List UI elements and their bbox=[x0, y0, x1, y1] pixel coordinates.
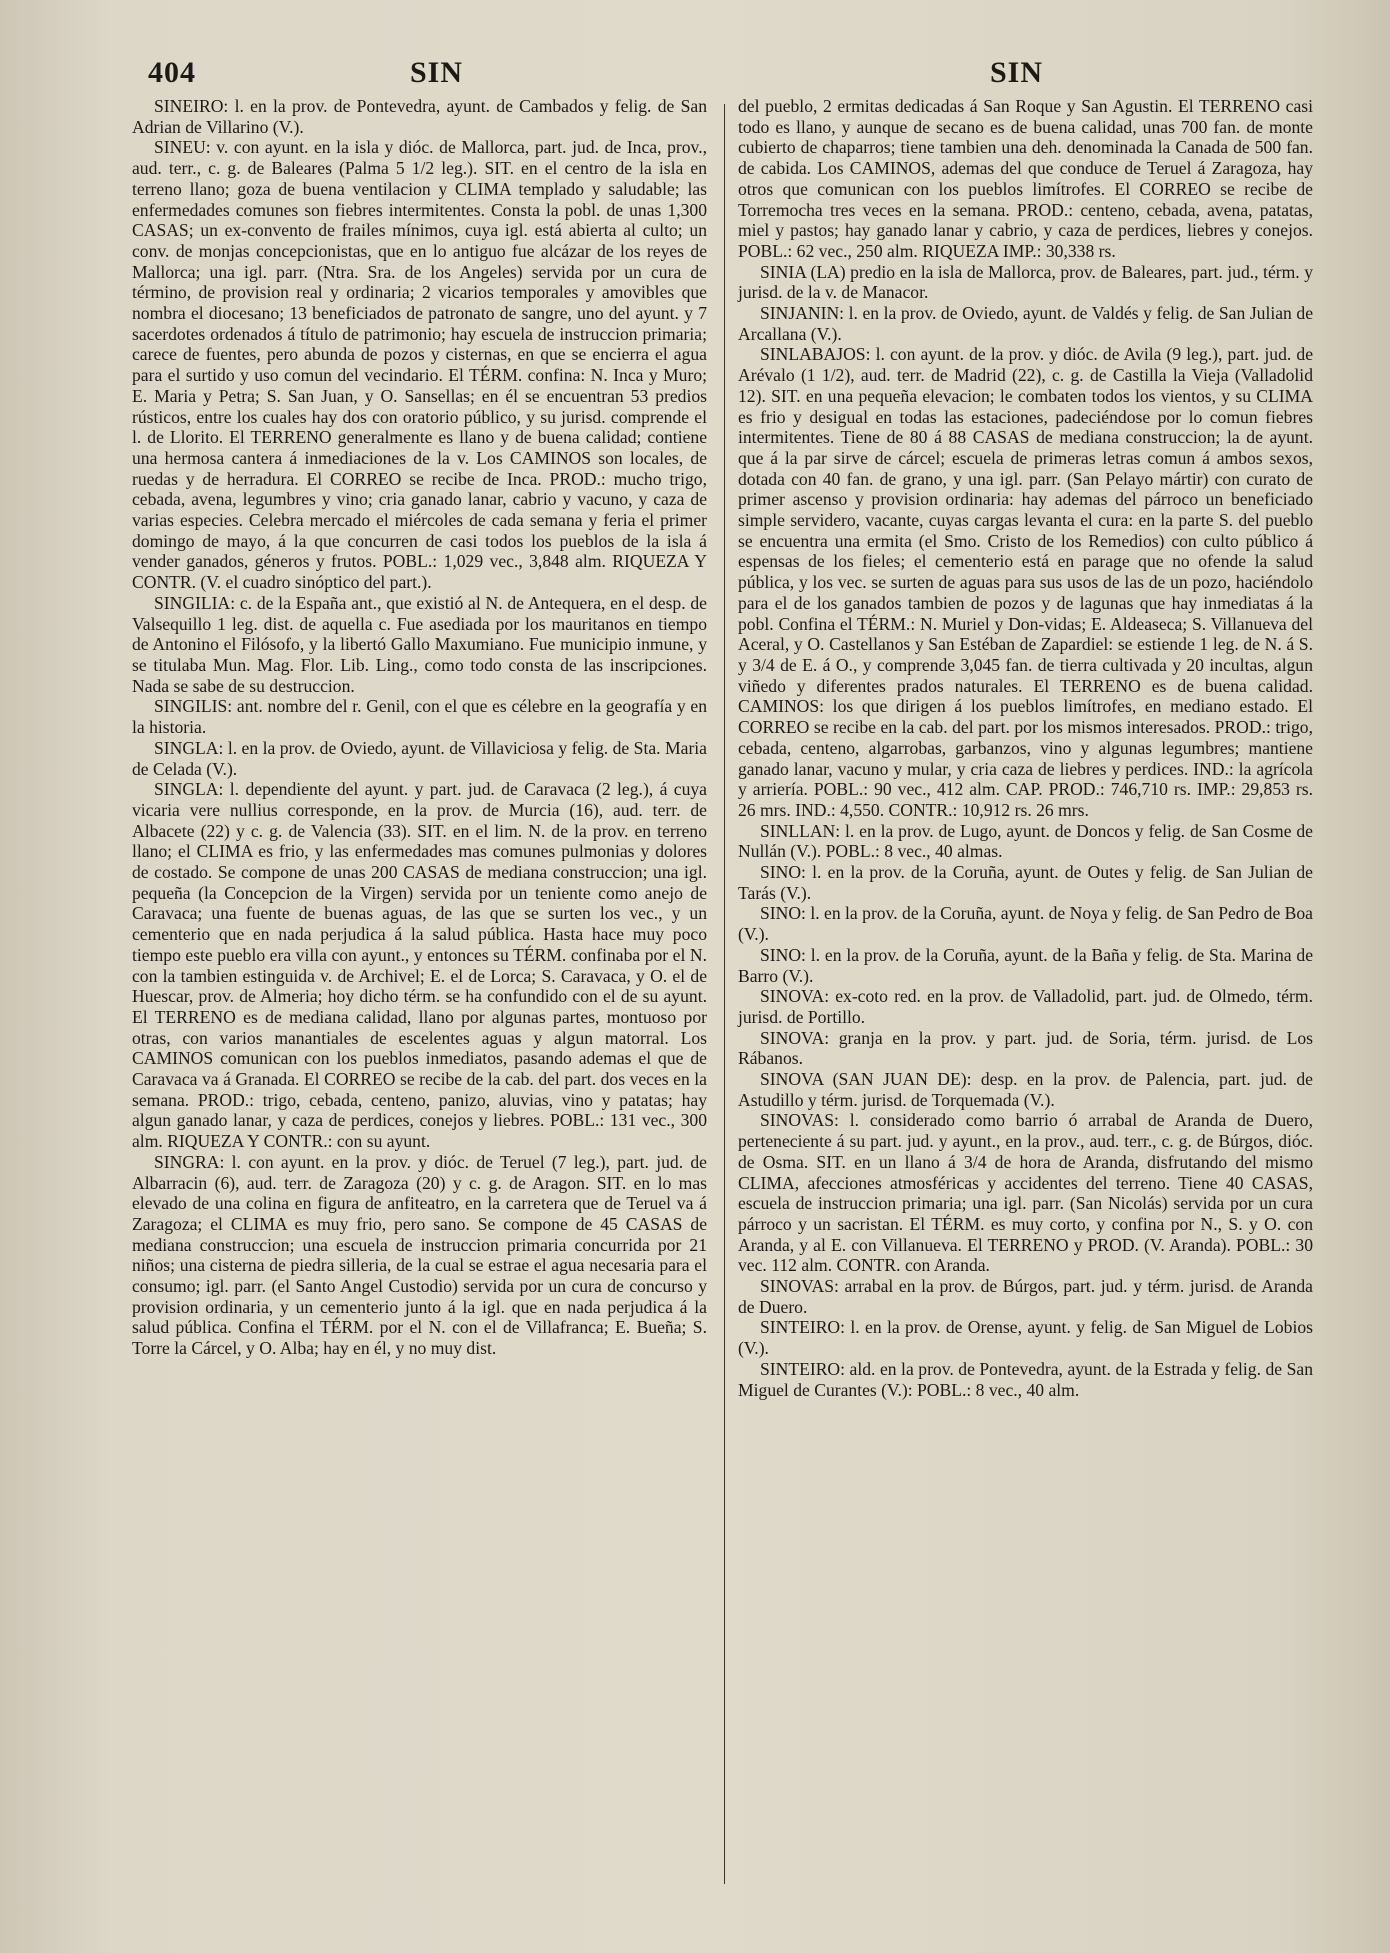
entry-sinlabajos: SINLABAJOS: l. con ayunt. de la prov. y dióc. de Avila (9 leg.), part. jud. de Arévalo (1 1/2), aud. terr. de Madrid (22), c. g. de Castilla la Vieja (Valladolid 12). SIT. en una pequeña elevacion; le combaten todos los vientos, y su CLIMA es frio y desigual en todas las estaciones, padeciéndose por lo comun fiebres intermitentes. Tiene de 80 á 88 CASAS de mediana construccion; la de ayunt. que á la par sirve de cárcel; escuela de primeras letras comun á ambos sexos, dotada con 40 fan. de grano, y una igl. parr. (San Pelayo mártir) con curato de primer ascenso y provision ordinaria: hay ademas del párroco un beneficiado simple servidero, vacante, cuyas cargas levanta el cura: en la parte S. del pueblo se encuentra una ermita (el Smo. Cristo de los Remedios) con culto público á espensas de los fieles; el cementerio está en parage que no ofende la salud pública, y los vec. se surten de aguas para sus usos de las de un pozo, haciéndolo para el de los ganados tambien de pozos y de lagunas que hay inmediatas á la pobl. Confina el TÉRM.: N. Muriel y Don-vidas; E. Aldeaseca; S. Villanueva del Aceral, y O. Castellanos y San Estéban de Zapardiel: se estiende 1 leg. de N. á S. y 3/4 de E. á O., y comprende 3,045 fan. de tierra cultivada y 20 incultas, algun viñedo y diferentes prados naturales. El TERRENO es de buena calidad. CAMINOS: los que dirigen á los pueblos limítrofes, en mediano estado. El CORREO se recibe en la cab. del part. por los mismos interesados. PROD.: trigo, cebada, centeno, algarrobas, garbanzos, vino y algunas legumbres; mantiene ganado lanar, vacuno y mular, y cria caza de liebres y perdices. IND.: la agrícola y arriería. POBL.: 90 vec., 412 alm. CAP. PROD.: 746,710 rs. IMP.: 29,853 rs. 26 mrs. IND.: 4,550. CONTR.: 10,912 rs. 26 mrs. bbox=[738, 344, 1313, 820]
entry-sinllan: SINLLAN: l. en la prov. de Lugo, ayunt. de Doncos y felig. de San Cosme de Nullán (V.). POBL.: 8 vec., 40 almas. bbox=[738, 820, 1313, 862]
running-head-left: SIN bbox=[410, 56, 464, 89]
column-divider bbox=[724, 104, 725, 1884]
running-head-right: SIN bbox=[990, 56, 1044, 89]
entry-singla-oviedo: SINGLA: l. en la prov. de Oviedo, ayunt. de Villaviciosa y felig. de Sta. Maria de Celada (V.). bbox=[132, 737, 707, 779]
entry-sinovas-aranda: SINOVAS: l. considerado como barrio ó arrabal de Aranda de Duero, perteneciente á su part. jud. y ayunt., en la prov., aud. terr., c. g. de Búrgos, dióc. de Osma. SIT. en un llano á 3/4 de hora de Aranda, disfrutando del mismo CLIMA, afecciones atmosféricas y accidentes del terreno. Tiene 40 CASAS, escuela de instruccion primaria; una igl. parr. (San Nicolás) servida por un cura párroco y un sacristan. El TÉRM. es muy corto, y confina por N., S. y O. con Aranda, y al E. con Villanueva. El TERRENO y PROD. (V. Aranda). POBL.: 30 vec. 112 alm. CONTR. con Aranda. bbox=[738, 1110, 1313, 1276]
entry-sino-outes: SINO: l. en la prov. de la Coruña, ayunt. de Outes y felig. de San Julian de Tarás (V.). bbox=[738, 862, 1313, 903]
entry-singra-continued: del pueblo, 2 ermitas dedicadas á San Roque y San Agustin. El TERRENO casi todo es llano, y aunque de secano es de buena calidad, unas 700 fan. de monte cubierto de chaparros; tiene tambien una deh. denominada la Canada de 500 fan. de cabida. Los CAMINOS, ademas del que conduce de Teruel á Zaragoza, hay otros que comunican con los pueblos limítrofes. El CORREO se recibe de Torremocha tres veces en la semana. PROD.: centeno, cebada, avena, patatas, miel y pastos; hay ganado lanar y cabrio, y caza de perdices, liebres y conejos. POBL.: 62 vec., 250 alm. RIQUEZA IMP.: 30,338 rs. bbox=[738, 96, 1313, 261]
entry-singilis: SINGILIS: ant. nombre del r. Genil, con el que es célebre en la geografía y en la historia. bbox=[132, 696, 707, 738]
entry-sinova-soria: SINOVA: granja en la prov. y part. jud. de Soria, térm. jurisd. de Los Rábanos. bbox=[738, 1027, 1313, 1069]
entry-sino-bana: SINO: l. en la prov. de la Coruña, ayunt. de la Baña y felig. de Sta. Marina de Barro (V.). bbox=[738, 944, 1313, 986]
entry-sinova-valladolid: SINOVA: ex-coto red. en la prov. de Valladolid, part. jud. de Olmedo, térm. jurisd. de Portillo. bbox=[738, 986, 1313, 1027]
entry-singilia: SINGILIA: c. de la España ant., que existió al N. de Antequera, en el desp. de Valsequillo 1 leg. dist. de aquella c. Fue asediada por los mauritanos en tiempo de Antonino el Filósofo, y la libertó Gallo Maxumiano. Fue municipio inmune, y se titulaba Mun. Mag. Flor. Lib. Ling., como todo consta de las inscripciones. Nada se sabe de su destruccion. bbox=[132, 592, 707, 696]
entry-singla-caravaca: SINGLA: l. dependiente del ayunt. y part. jud. de Caravaca (2 leg.), á cuya vicaria vere nullius corresponde, en la prov. de Murcia (16), aud. terr. de Albacete (22) y c. g. de Valencia (33). SIT. en el lim. N. de la prov. en terreno llano; el CLIMA es frio, y las enfermedades mas comunes pulmonias y dolores de costado. Se compone de unas 200 CASAS de mediana construccion; una igl. pequeña (la Concepcion de la Virgen) servida por un teniente como anejo de Caravaca; una fuente de buenas aguas, de las que se surten los vec., y un cementerio que en nada perjudica á la salud pública. Hasta hace muy poco tiempo este pueblo era villa con ayunt., y entonces su TÉRM. confinaba por el N. con la tambien estinguida v. de Archivel; E. el de Lorca; S. Caravaca, y O. el de Huescar, prov. de Almeria; hoy dicho térm. se ha confundido con el de su ayunt. El TERRENO es de mediana calidad, llano por algunas partes, montuoso por otras, con varios manantiales de escelentes aguas y algun matorral. Los CAMINOS comunican con los pueblos inmediatos, pasando ademas el que de Caravaca va á Granada. El CORREO se recibe de la cab. del part. dos veces en la semana. PROD.: trigo, cebada, centeno, panizo, aluvias, vino y patatas; hay algun ganado lanar, y caza de perdices, conejos y liebres. POBL.: 131 vec., 300 alm. RIQUEZA Y CONTR.: con su ayunt. bbox=[132, 779, 707, 1152]
entry-sinia: SINIA (LA) predio en la isla de Mallorca, prov. de Baleares, part. jud., térm. y jurisd. de la v. de Manacor. bbox=[738, 261, 1313, 303]
right-column bbox=[738, 96, 1313, 1400]
entry-singra: SINGRA: l. con ayunt. en la prov. y dióc. de Teruel (7 leg.), part. jud. de Albarracin (6), aud. terr. de Zaragoza (20) y c. g. de Aragon. SIT. en lo mas elevado de una colina en figura de anfiteatro, en la carretera que de Teruel va á Zaragoza; el CLIMA es muy frio, pero sano. Se compone de 45 CASAS de mediana construccion; una escuela de instruccion primaria concurrida por 21 niños; una cisterna de piedra silleria, de la cual se estrae el agua necesaria para el consumo; igl. parr. (el Santo Angel Custodio) servida por un cura de concurso y provision ordinaria, y un cementerio junto á la igl. que en nada perjudica á la salud pública. Confina el TÉRM. por el N. con el de Villafranca; E. Bueña; S. Torre la Cárcel, y O. Alba; hay en él, y no muy dist. bbox=[132, 1151, 707, 1359]
page-number: 404 bbox=[148, 56, 196, 89]
entry-sinjanin: SINJANIN: l. en la prov. de Oviedo, ayunt. de Valdés y felig. de San Julian de Arcallana (V.). bbox=[738, 303, 1313, 344]
entry-sinteiro-pontevedra: SINTEIRO: ald. en la prov. de Pontevedra, ayunt. de la Estrada y felig. de San Miguel de Curantes (V.): POBL.: 8 vec., 40 alm. bbox=[738, 1358, 1313, 1400]
entry-sineiro: SINEIRO: l. en la prov. de Pontevedra, ayunt. de Cambados y felig. de San Adrian de Villarino (V.). bbox=[132, 96, 707, 137]
left-column bbox=[132, 96, 707, 1359]
entry-sino-noya: SINO: l. en la prov. de la Coruña, ayunt. de Noya y felig. de San Pedro de Boa (V.). bbox=[738, 903, 1313, 945]
entry-sineu: SINEU: v. con ayunt. en la isla y dióc. de Mallorca, part. jud. de Inca, prov., aud. terr., c. g. de Baleares (Palma 5 1/2 leg.). SIT. en el centro de la isla en terreno llano; goza de buena ventilacion y CLIMA templado y saludable; las enfermedades comunes son fiebres intermitentes. Consta la pobl. de unas 1,300 CASAS; un ex-convento de frailes mínimos, cuya igl. está abierta al culto; un conv. de monjas concepcionistas, que en lo antiguo fue alcázar de los reyes de Mallorca; una igl. parr. (Ntra. Sra. de los Angeles) servida por un cura de término, de provision real y ordinaria; 2 vicarios temporales y amovibles que nombra el diocesano; 13 beneficiados de patronato de sangre, uno del ayunt. y 7 sacerdotes ordenados á título de patrimonio; hay escuela de instruccion primaria; carece de fuentes, pero abunda de pozos y cisternas, en que se encierra el agua para el surtido y uso comun del vecindario. El TÉRM. confina: N. Inca y Muro; E. Maria y Petra; S. San Juan, y O. Sansellas; en él se encuentran 53 predios rústicos, entre los cuales hay dos con oratorio público, y su jurisd. comprende el l. de Llorito. El TERRENO generalmente es llano y de buena calidad; contiene una hermosa cantera á inmediaciones de la v. Los CAMINOS son locales, de ruedas y de herradura. El CORREO se recibe de Inca. PROD.: mucho trigo, cebada, avena, legumbres y vino; cria ganado lanar, cabrio y vacuno, y caza de varias especies. Celebra mercado el miércoles de cada semana y feria el primer domingo de mayo, á la que concurren de casi todos los pueblos de la isla á vender ganados, géneros y frutos. POBL.: 1,029 vec., 3,848 alm. RIQUEZA Y CONTR. (V. el cuadro sinóptico del part.). bbox=[132, 137, 707, 593]
entry-sinovas-burgos: SINOVAS: arrabal en la prov. de Búrgos, part. jud. y térm. jurisd. de Aranda de Duero. bbox=[738, 1276, 1313, 1317]
entry-sinteiro-orense: SINTEIRO: l. en la prov. de Orense, ayunt. y felig. de San Miguel de Lobios (V.). bbox=[738, 1317, 1313, 1359]
entry-sinova-palencia: SINOVA (SAN JUAN DE): desp. en la prov. de Palencia, part. jud. de Astudillo y térm. jurisd. de Torquemada (V.). bbox=[738, 1069, 1313, 1110]
